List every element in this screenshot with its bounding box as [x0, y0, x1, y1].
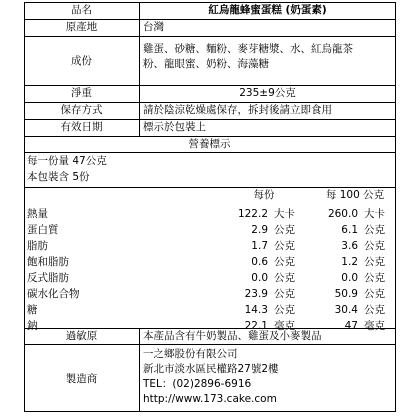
rule	[24, 411, 396, 412]
storage-value: 請於陰涼乾燥處保存，拆封後請立即食用	[143, 104, 332, 116]
per-serving-value: 0.6	[251, 256, 268, 268]
rule	[24, 152, 396, 153]
ingredients-line-2: 粉、龍眼蜜、奶粉、海藻糖	[143, 58, 269, 70]
rule	[24, 119, 396, 120]
per-serving-unit: 大卡	[274, 208, 295, 220]
product-name: 紅烏龍蜂蜜蛋糕 (奶蛋素)	[208, 4, 327, 16]
nutrient-name: 脂肪	[27, 240, 48, 252]
per-100g-value: 6.1	[341, 224, 358, 236]
ingredients-label: 成份	[71, 55, 92, 67]
per-serving-value: 122.2	[237, 208, 268, 220]
per-serving-unit: 公克	[274, 240, 295, 252]
per-100g-value: 1.2	[341, 256, 358, 268]
label-border-right	[395, 2, 396, 412]
expiry-label: 有效日期	[60, 121, 103, 133]
rule	[24, 187, 396, 188]
origin-value: 台灣	[143, 21, 164, 33]
per-100g-unit: 公克	[364, 304, 385, 316]
net-weight-label: 淨重	[71, 87, 92, 99]
per-serving-unit: 公克	[274, 224, 295, 236]
expiry-value: 標示於包裝上	[143, 121, 206, 133]
col-per-100g: 每 100 公克	[325, 189, 385, 201]
per-100g-unit: 公克	[364, 288, 385, 300]
per-serving-unit: 毫克	[274, 320, 295, 332]
per-100g-value: 30.4	[334, 304, 358, 316]
product-label	[24, 2, 396, 412]
per-serving-value: 2.9	[251, 224, 268, 236]
per-serving-value: 0.0	[251, 272, 268, 284]
per-100g-unit: 毫克	[364, 320, 385, 332]
per-serving-value: 14.3	[244, 304, 268, 316]
product-name-label: 品名	[71, 4, 92, 16]
per-100g-unit: 公克	[364, 272, 385, 284]
rule	[24, 136, 396, 137]
net-weight-value: 235±9公克	[239, 87, 296, 99]
rule	[24, 2, 396, 3]
per-100g-value: 260.0	[327, 208, 358, 220]
nutrient-name: 碳水化合物	[27, 288, 80, 300]
per-serving-unit: 公克	[274, 304, 295, 316]
per-100g-value: 47	[344, 320, 358, 332]
serving-size: 每一份量 47公克	[27, 155, 107, 167]
per-serving-unit: 公克	[274, 256, 295, 268]
rule	[24, 19, 396, 20]
per-100g-unit: 公克	[364, 256, 385, 268]
per-serving-value: 22.1	[244, 320, 268, 332]
per-100g-value: 50.9	[334, 288, 358, 300]
manufacturer-label: 製造商	[65, 373, 98, 385]
per-serving-value: 23.9	[244, 288, 268, 300]
rule	[24, 344, 396, 345]
per-100g-unit: 公克	[364, 224, 385, 236]
per-100g-value: 0.0	[341, 272, 358, 284]
manufacturer-address: 新北市淡水區民權路27號2樓	[143, 363, 279, 375]
allergen-value: 本產品含有牛奶製品、雞蛋及小麥製品	[143, 330, 322, 342]
rule	[24, 36, 396, 37]
ingredients-line-1: 雞蛋、砂糖、麵粉、麥芽糖漿、水、紅烏龍茶	[143, 43, 353, 55]
col-per-serving: 每份	[253, 189, 275, 201]
nutrient-name: 蛋白質	[27, 224, 59, 236]
per-100g-unit: 公克	[364, 240, 385, 252]
column-divider-top	[139, 2, 140, 136]
per-serving-value: 1.7	[251, 240, 268, 252]
origin-label: 原產地	[65, 21, 98, 33]
manufacturer-website: http://www.173.cake.com	[143, 393, 277, 405]
servings-per-package: 本包裝含 5份	[27, 171, 90, 183]
rule	[24, 102, 396, 103]
per-serving-unit: 公克	[274, 272, 295, 284]
per-100g-unit: 大卡	[364, 208, 385, 220]
manufacturer-phone: TEL：(02)2896-6916	[143, 378, 252, 390]
storage-label: 保存方式	[60, 104, 103, 116]
nutrient-name: 熱量	[27, 208, 48, 220]
per-100g-value: 3.6	[341, 240, 358, 252]
column-divider-bottom	[139, 328, 140, 412]
nutrition-title: 營養標示	[188, 138, 231, 150]
manufacturer-name: 一之鄉股份有限公司	[143, 348, 238, 360]
nutrient-name: 鈉	[27, 320, 38, 332]
per-serving-unit: 公克	[274, 288, 295, 300]
nutrient-name: 糖	[27, 304, 38, 316]
rule	[24, 85, 396, 86]
allergen-label: 過敏原	[65, 330, 98, 342]
nutrient-name: 飽和脂肪	[27, 256, 69, 268]
nutrient-name: 反式脂肪	[27, 272, 69, 284]
